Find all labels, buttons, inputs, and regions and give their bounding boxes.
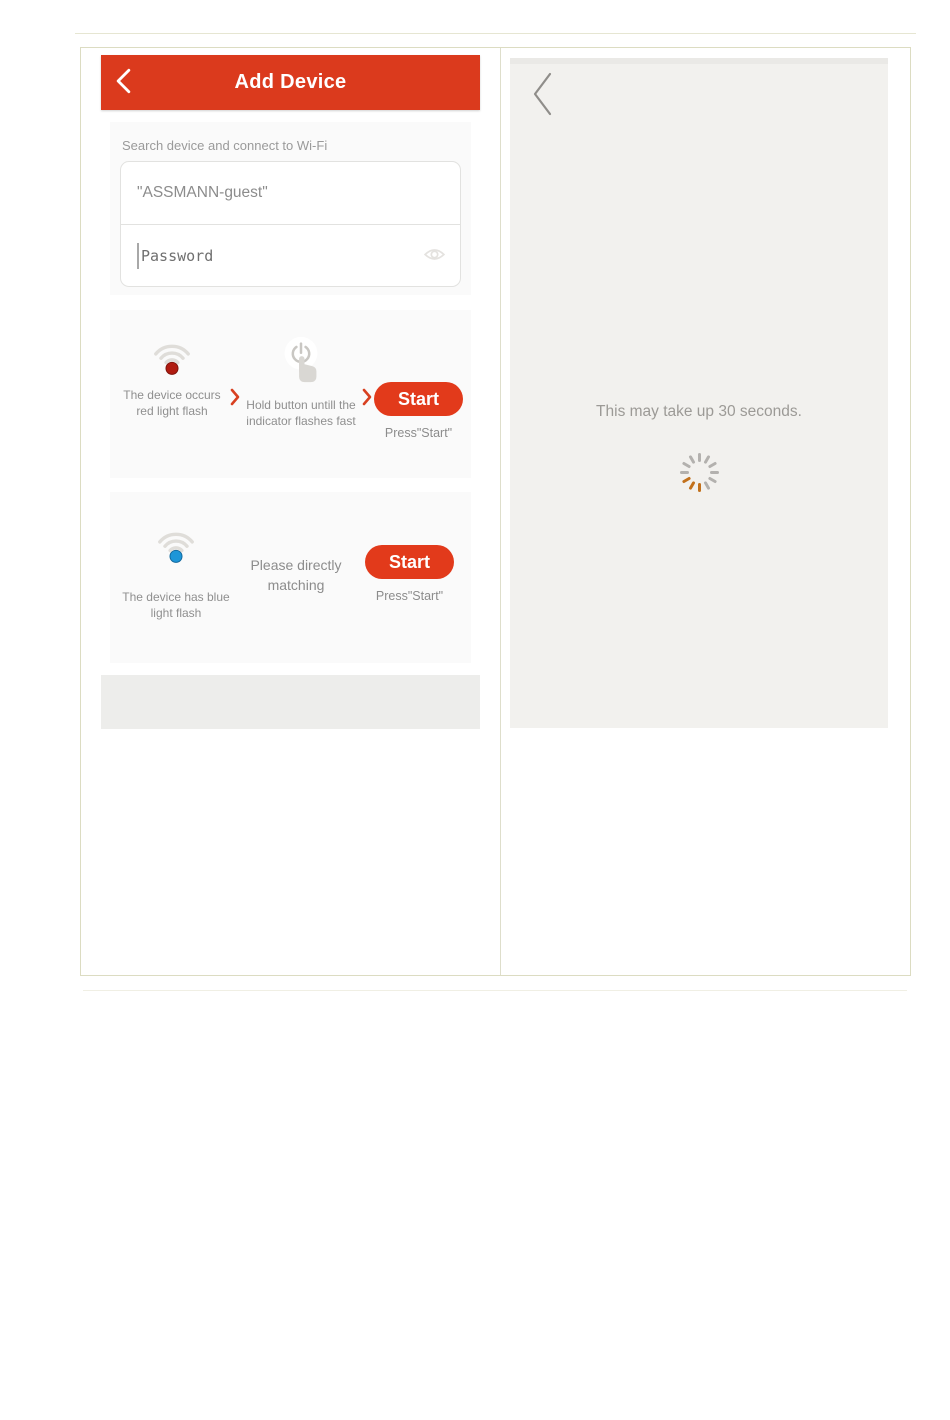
bottom-bar xyxy=(101,675,480,729)
password-field[interactable] xyxy=(121,224,460,286)
press-power-button-icon xyxy=(274,373,328,390)
text-cursor xyxy=(137,243,139,269)
wifi-blue-led-icon xyxy=(153,551,199,568)
press-start-caption: Press"Start" xyxy=(375,589,444,603)
table-bottom-shadow xyxy=(83,990,907,991)
next-step-icon xyxy=(230,388,240,478)
eye-icon xyxy=(423,247,446,265)
start-button-blue-flow[interactable]: Start xyxy=(365,545,454,579)
status-message: This may take up 30 seconds. xyxy=(596,403,802,420)
hold-button-caption: Hold button untill the indicator flashes fast xyxy=(246,398,356,429)
red-device-caption: The device occurs red light flash xyxy=(123,388,221,419)
show-password-toggle[interactable] xyxy=(423,247,446,265)
start-button-red-flow[interactable]: Start xyxy=(374,382,463,416)
status-bar-strip xyxy=(510,58,888,64)
press-start-caption: Press"Start" xyxy=(384,426,453,440)
add-device-screen xyxy=(101,55,480,729)
direct-matching-text: Please directly matching xyxy=(250,557,342,593)
wifi-red-led-icon xyxy=(149,363,195,380)
ssid-value: "ASSMANN-guest" xyxy=(137,184,268,201)
screen-header xyxy=(101,55,480,110)
connecting-screen xyxy=(510,58,888,728)
password-placeholder: Password xyxy=(141,246,214,265)
wifi-card-label: Search device and connect to Wi-Fi xyxy=(122,138,328,153)
credentials-input-group xyxy=(120,161,461,287)
back-button[interactable] xyxy=(526,66,558,125)
blue-device-caption: The device has blue light flash xyxy=(122,590,230,621)
chevron-left-icon xyxy=(530,106,554,121)
cell-divider xyxy=(500,48,501,975)
table-top-rule xyxy=(75,33,916,34)
next-step-icon xyxy=(362,388,372,478)
page-title: Add Device xyxy=(234,71,347,93)
loading-spinner xyxy=(677,450,721,494)
blue-flash-step-card xyxy=(110,492,471,663)
red-flash-step-card xyxy=(110,310,471,478)
wifi-credentials-card xyxy=(110,122,471,295)
ssid-field[interactable] xyxy=(121,162,460,224)
